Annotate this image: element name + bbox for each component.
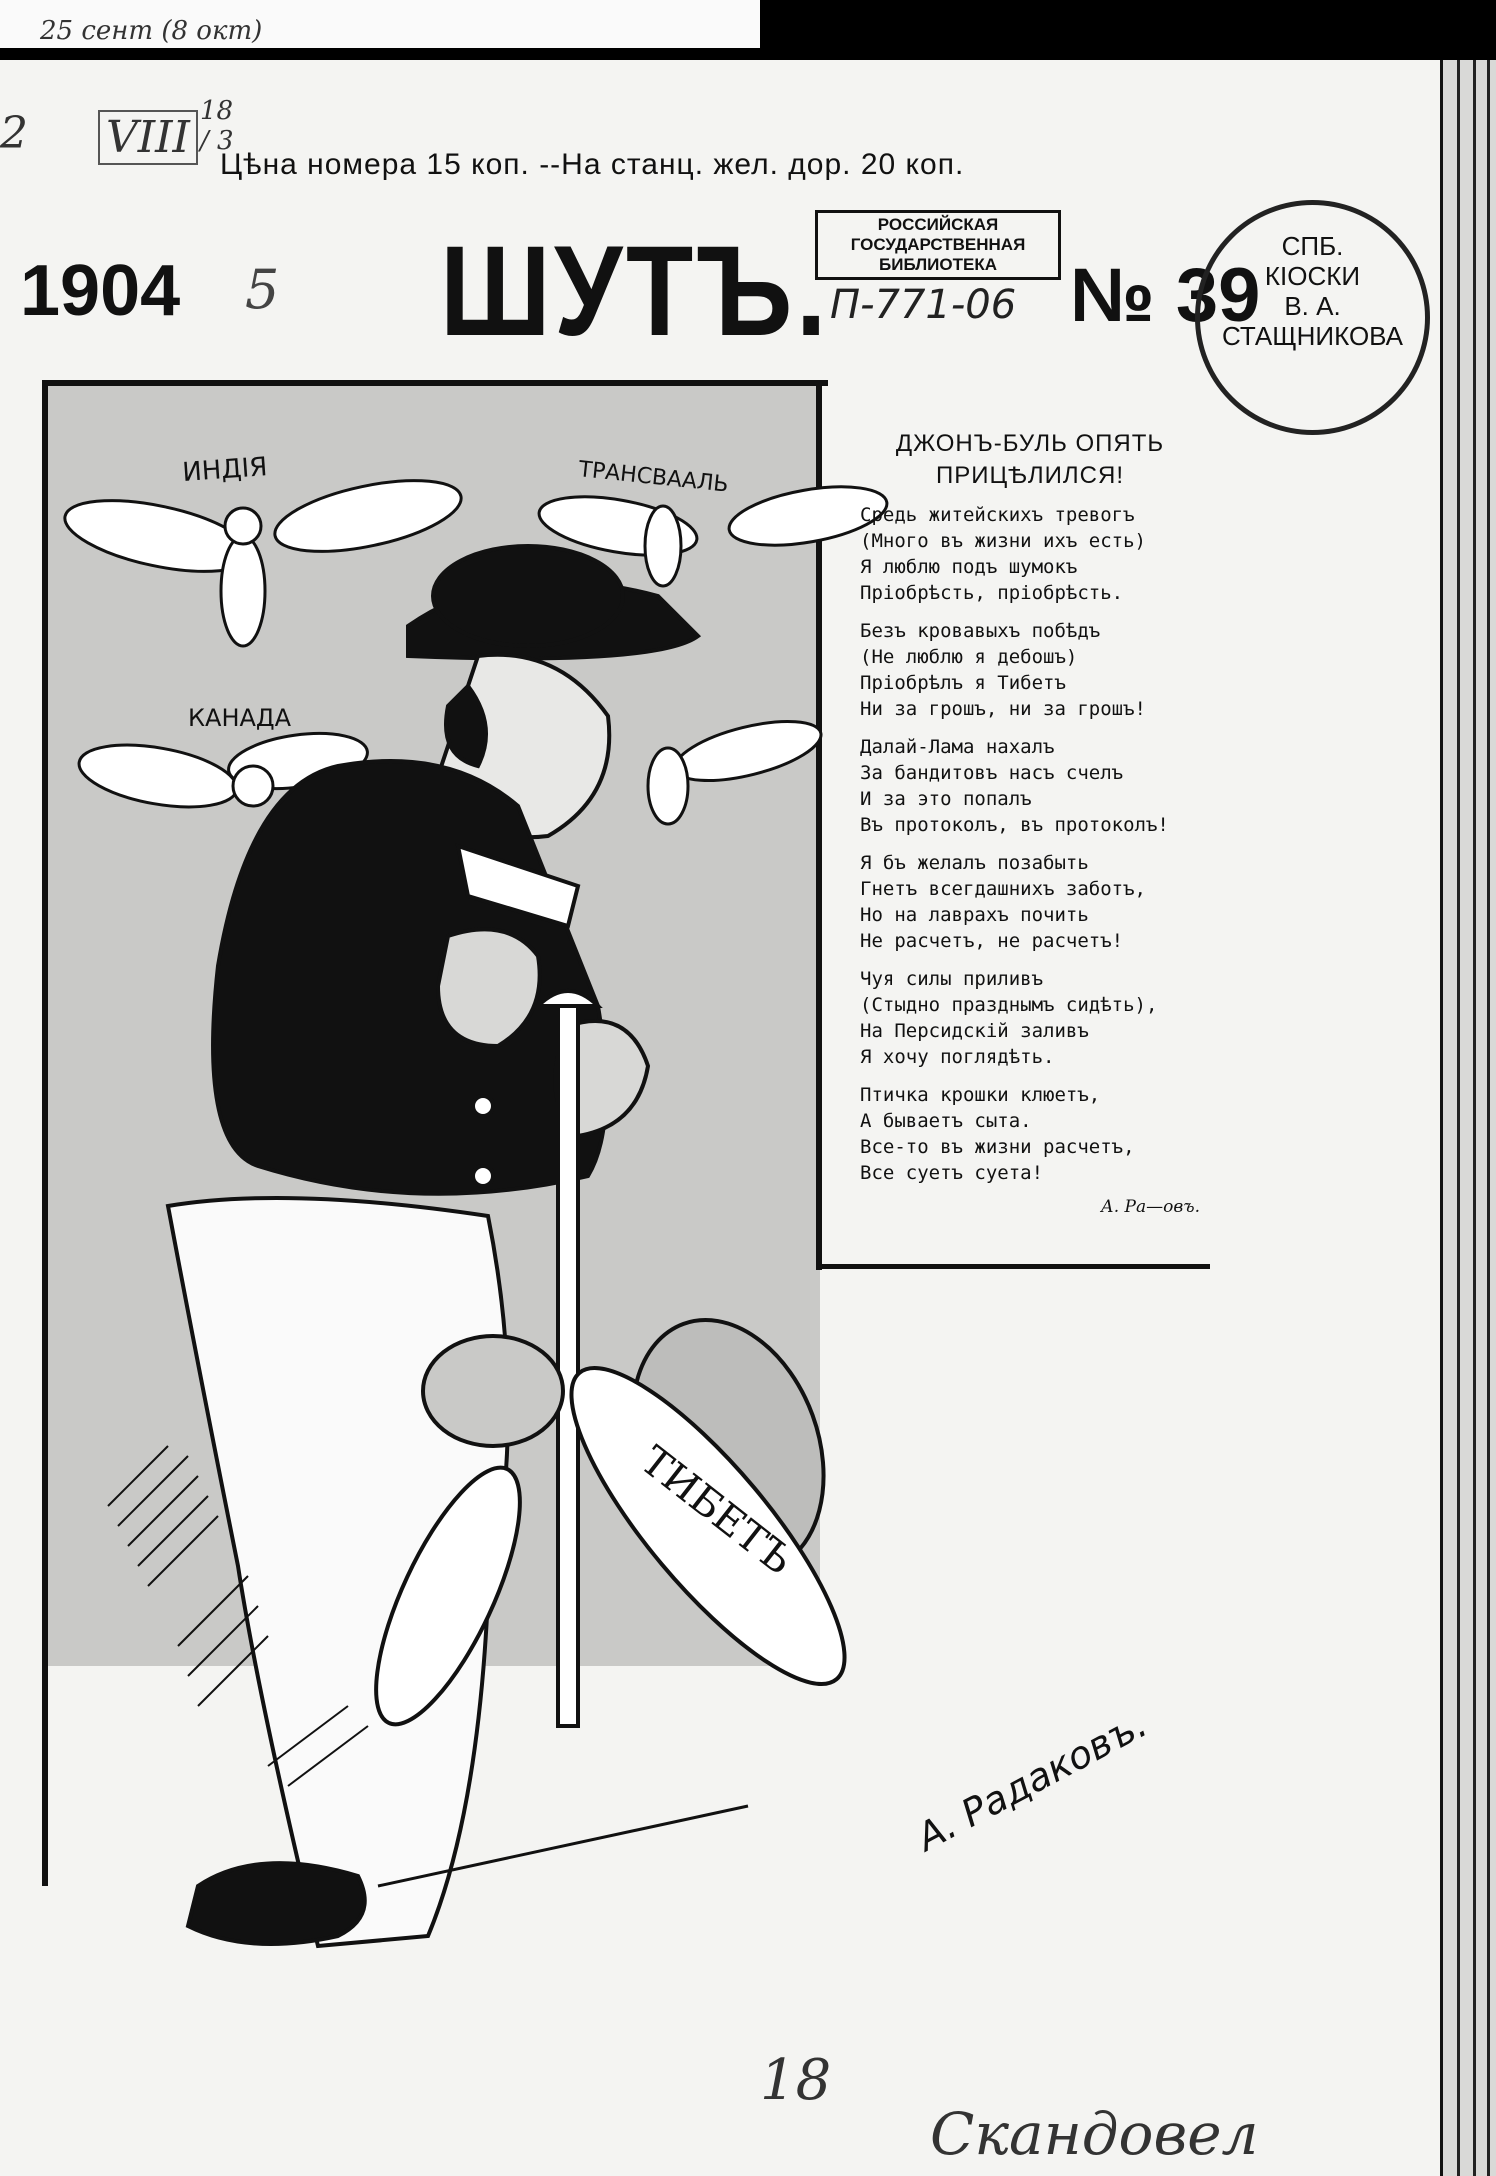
artist-signature: А. Радаковъ. (909, 1701, 1155, 1860)
stamp-line: БИБЛИОТЕКА (879, 255, 997, 274)
poem-line: Прiобрѣлъ я Тибетъ (860, 672, 1066, 694)
poem-line: А бываетъ сыта. (860, 1110, 1032, 1132)
stamp-line: ГОСУДАРСТВЕННАЯ (850, 235, 1026, 254)
binding-line (1457, 60, 1460, 2176)
poem-author: А. Ра—овъ. (1100, 1197, 1200, 1217)
kiosk-stamp (1195, 200, 1430, 435)
poem-line: Чуя силы приливъ (860, 968, 1044, 990)
poem-line: Птичка крошки клюетъ, (860, 1084, 1101, 1106)
poem-line: За бандитовъ насъ счелъ (860, 762, 1124, 784)
magazine-title: ШУТЪ. (440, 220, 830, 363)
book-binding-edge (1440, 60, 1496, 2176)
poem-stanza (860, 850, 1200, 954)
poem-line: Я бъ желалъ позабыть (860, 852, 1089, 874)
poem-stanza (860, 502, 1200, 606)
handwritten-date: 25 сент (8 окт) (40, 16, 263, 46)
label-canada: КАНАДА (188, 704, 292, 732)
poem-line: Все суетъ суета! (860, 1162, 1044, 1184)
kiosk-stamp-line: КIОСКИ (1264, 261, 1361, 291)
poem-line: Ни за грошъ, ни за грошъ! (860, 698, 1146, 720)
poem-title (860, 428, 1200, 492)
margin-roman: VIII (98, 110, 198, 165)
kiosk-stamp-line: СТАЩНИКОВА (1221, 321, 1403, 351)
price-line: Цѣна номера 15 коп. --На станц. жел. дор. 20 коп. (220, 148, 965, 181)
poem-line: Не расчетъ, не расчетъ! (860, 930, 1124, 952)
label-tibet: ТИБЕТЪ (631, 1437, 801, 1584)
margin-number: 2 (0, 108, 28, 159)
poem-stanza (860, 966, 1200, 1070)
year: 1904 (20, 251, 181, 331)
issue-handwritten-mark: 5 (245, 258, 280, 321)
binding-line (1487, 60, 1490, 2176)
poem-line: Но на лаврахъ почить (860, 904, 1089, 926)
stamp-line: РОССИЙСКАЯ (877, 215, 999, 234)
poem-line: Я хочу поглядѣть. (860, 1046, 1055, 1068)
poem-line: Я люблю подъ шумокъ (860, 556, 1078, 578)
library-stamp (815, 210, 1061, 280)
top-paper-strip (0, 0, 760, 48)
poem-stanza (860, 1082, 1200, 1186)
poem-line: Безъ кровавыхъ побѣдъ (860, 620, 1101, 642)
binding-line (1473, 60, 1476, 2176)
poem-line: Все-то въ жизни расчетъ, (860, 1136, 1135, 1158)
poem-line: Прiобрѣсть, прiобрѣсть. (860, 582, 1124, 604)
fly-india-icon (59, 467, 467, 646)
poem-line: Гнетъ всегдашнихъ заботъ, (860, 878, 1146, 900)
fly-right-icon (648, 710, 827, 824)
kiosk-stamp-line: СПБ. (1281, 231, 1344, 261)
poem-title-line: ПРИЦѢЛИЛСЯ! (935, 462, 1124, 489)
poem-line: На Персидскiй заливъ (860, 1020, 1089, 1042)
poem-stanza (860, 734, 1200, 838)
poem-stanza (860, 618, 1200, 722)
poem-line: (Стыдно празднымъ сидѣть), (860, 994, 1158, 1016)
page-number: 18 (760, 2048, 832, 2113)
poem-line: Въ протоколъ, въ протоколъ! (860, 814, 1169, 836)
issue-number: № 39 (1070, 253, 1261, 338)
library-number: П-771-06 (830, 282, 1017, 328)
poem-title-line: ДЖОНЪ-БУЛЬ ОПЯТЬ (895, 430, 1165, 457)
label-india: ИНДIЯ (181, 452, 269, 488)
kiosk-stamp-line: В. А. (1284, 291, 1341, 321)
poem-line: И за это попалъ (860, 788, 1032, 810)
poem-line: Далай-Лама нахалъ (860, 736, 1055, 758)
margin-fraction: 18 / 3 (200, 96, 234, 156)
handwritten-note: Скандовел (930, 2100, 1259, 2168)
poem-line: (Не люблю я дебошъ) (860, 646, 1078, 668)
poem (860, 428, 1200, 1220)
poem-line: (Много въ жизни ихъ есть) (860, 530, 1146, 552)
poem-line: Средь житейскихъ тревогъ (860, 504, 1135, 526)
label-transvaal: ТРАНСВААЛЬ (577, 457, 730, 498)
